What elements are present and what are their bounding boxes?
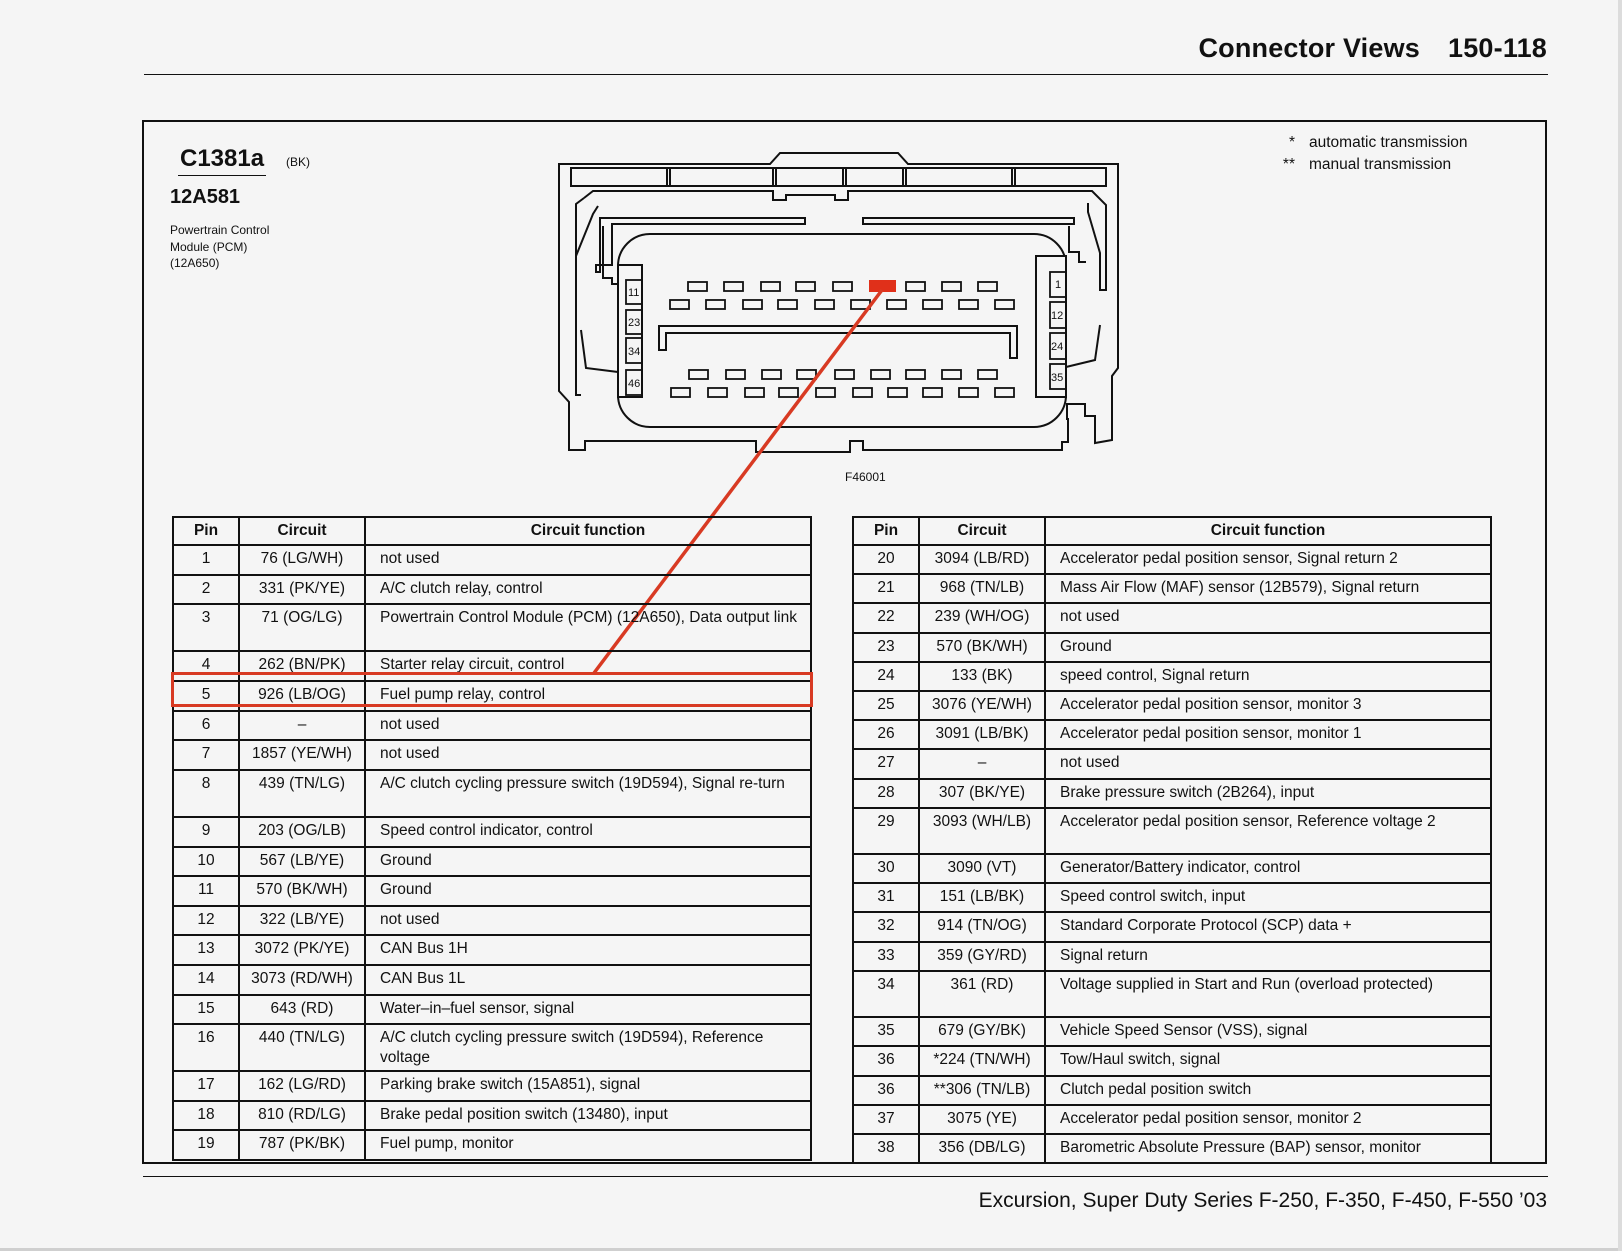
- function-cell: Ground: [365, 876, 811, 906]
- circuit-cell: 3091 (LB/BK): [919, 720, 1045, 749]
- table-row: [173, 740, 811, 770]
- circuit-cell: 307 (BK/YE): [919, 779, 1045, 808]
- table-row: [853, 691, 1491, 720]
- function-cell: Accelerator pedal position sensor, monitor 1: [1045, 720, 1491, 749]
- pin-cell: 30: [853, 854, 919, 883]
- table-row: [173, 847, 811, 877]
- function-cell: not used: [365, 711, 811, 741]
- pin-cell: 35: [853, 1017, 919, 1046]
- header-pin: Pin: [173, 517, 239, 545]
- circuit-cell: 643 (RD): [239, 995, 365, 1025]
- pin-cell: 10: [173, 847, 239, 877]
- pin-cell: 15: [173, 995, 239, 1025]
- circuit-cell: –: [919, 749, 1045, 778]
- pin-cell: 7: [173, 740, 239, 770]
- pin-cell: 33: [853, 942, 919, 971]
- footer-rule: [143, 1176, 1548, 1177]
- footer-vehicle: Excursion, Super Duty Series F-250, F-350, F-450, F-550 ’03: [978, 1189, 1547, 1212]
- pin-cell: 9: [173, 817, 239, 847]
- circuit-cell: 239 (WH/OG): [919, 603, 1045, 632]
- function-cell: Mass Air Flow (MAF) sensor (12B579), Signal return: [1045, 574, 1491, 603]
- circuit-cell: 570 (BK/WH): [239, 876, 365, 906]
- function-cell: A/C clutch cycling pressure switch (19D594), Signal re-turn: [365, 770, 811, 817]
- table-row: [853, 574, 1491, 603]
- function-cell: A/C clutch cycling pressure switch (19D594), Reference voltage: [365, 1024, 811, 1071]
- pin-cell: 11: [173, 876, 239, 906]
- table-row: [853, 854, 1491, 883]
- function-cell: not used: [365, 740, 811, 770]
- table-row: [173, 575, 811, 605]
- circuit-cell: 679 (GY/BK): [919, 1017, 1045, 1046]
- function-cell: Water–in–fuel sensor, signal: [365, 995, 811, 1025]
- pin-cell: 13: [173, 935, 239, 965]
- circuit-cell: 162 (LG/RD): [239, 1071, 365, 1101]
- page-right-edge: [1618, 0, 1622, 1251]
- pin-cell: 17: [173, 1071, 239, 1101]
- pin-cell: 1: [173, 545, 239, 575]
- legend-symbol: *: [1288, 134, 1295, 151]
- page-number: 150-118: [1448, 33, 1547, 63]
- circuit-cell: 3090 (VT): [919, 854, 1045, 883]
- table-row: [173, 604, 811, 651]
- part-number: 12A581: [170, 186, 241, 208]
- pin-cell: 8: [173, 770, 239, 817]
- pin-table-right: [852, 516, 1492, 1164]
- function-cell: Brake pressure switch (2B264), input: [1045, 779, 1491, 808]
- cavity-label-1: 1: [1055, 279, 1062, 291]
- circuit-cell: 914 (TN/OG): [919, 912, 1045, 941]
- circuit-cell: 3075 (YE): [919, 1105, 1045, 1134]
- table-header-row: [173, 517, 811, 545]
- function-cell: Powertrain Control Module (PCM) (12A650), Data output link: [365, 604, 811, 651]
- table-row: [853, 1105, 1491, 1134]
- circuit-cell: 361 (RD): [919, 971, 1045, 1017]
- circuit-cell: 968 (TN/LB): [919, 574, 1045, 603]
- cavity-label-46: 46: [628, 378, 641, 390]
- function-cell: Vehicle Speed Sensor (VSS), signal: [1045, 1017, 1491, 1046]
- pin-cell: 23: [853, 633, 919, 662]
- function-cell: A/C clutch relay, control: [365, 575, 811, 605]
- function-cell: not used: [365, 545, 811, 575]
- pin-cell: 6: [173, 711, 239, 741]
- circuit-cell: 3076 (YE/WH): [919, 691, 1045, 720]
- pin-cell: 36: [853, 1076, 919, 1105]
- table-row: [853, 942, 1491, 971]
- function-cell: Signal return: [1045, 942, 1491, 971]
- table-row: [173, 1071, 811, 1101]
- table-row: [853, 1134, 1491, 1163]
- header-function: Circuit function: [365, 517, 811, 545]
- table-row: [853, 603, 1491, 632]
- table-row: [173, 711, 811, 741]
- pin-cell: 4: [173, 651, 239, 681]
- table-row: [853, 749, 1491, 778]
- figure-id: F46001: [845, 470, 886, 484]
- pin-cell: 3: [173, 604, 239, 651]
- cavity-label-35: 35: [1051, 372, 1064, 384]
- table-row: [853, 779, 1491, 808]
- circuit-cell: 810 (RD/LG): [239, 1101, 365, 1131]
- function-cell: not used: [1045, 603, 1491, 632]
- function-cell: Ground: [1045, 633, 1491, 662]
- legend-text: automatic transmission: [1309, 134, 1468, 151]
- table-row: [853, 633, 1491, 662]
- circuit-cell: 356 (DB/LG): [919, 1134, 1045, 1163]
- pin-cell: 28: [853, 779, 919, 808]
- pin-cell: 36: [853, 1046, 919, 1075]
- circuit-cell: **306 (TN/LB): [919, 1076, 1045, 1105]
- function-cell: Speed control switch, input: [1045, 883, 1491, 912]
- table-row: [173, 817, 811, 847]
- circuit-cell: 440 (TN/LG): [239, 1024, 365, 1071]
- function-cell: Standard Corporate Protocol (SCP) data +: [1045, 912, 1491, 941]
- cavity-label-11: 11: [628, 287, 640, 299]
- circuit-cell: 787 (PK/BK): [239, 1130, 365, 1160]
- pin-cell: 16: [173, 1024, 239, 1071]
- function-cell: Brake pedal position switch (13480), input: [365, 1101, 811, 1131]
- circuit-cell: 76 (LG/WH): [239, 545, 365, 575]
- legend-symbol: **: [1282, 156, 1295, 173]
- description-line: Module (PCM): [170, 239, 248, 254]
- pin-cell: 12: [173, 906, 239, 936]
- header-function: Circuit function: [1045, 517, 1491, 545]
- function-cell: Voltage supplied in Start and Run (overload protected): [1045, 971, 1491, 1017]
- pin-cell: 26: [853, 720, 919, 749]
- table-row: [173, 876, 811, 906]
- table-row: [173, 965, 811, 995]
- table-row: [853, 971, 1491, 1017]
- pin-cell: 2: [173, 575, 239, 605]
- function-cell: Accelerator pedal position sensor, monitor 2: [1045, 1105, 1491, 1134]
- highlight-box-pin-5: [171, 672, 813, 707]
- connector-color: (BK): [286, 155, 310, 169]
- pin-cell: 19: [173, 1130, 239, 1160]
- pin-cell: 18: [173, 1101, 239, 1131]
- table-row: [853, 545, 1491, 574]
- function-cell: Accelerator pedal position sensor, Signal return 2: [1045, 545, 1491, 574]
- circuit-cell: 926 (LB/OG): [239, 681, 365, 711]
- function-cell: Clutch pedal position switch: [1045, 1076, 1491, 1105]
- table-row: [173, 770, 811, 817]
- function-cell: Accelerator pedal position sensor, Reference voltage 2: [1045, 808, 1491, 854]
- pin-table-left: [172, 516, 812, 1161]
- header-pin: Pin: [853, 517, 919, 545]
- section-title: Connector Views: [1198, 33, 1420, 63]
- table-row: [173, 935, 811, 965]
- circuit-cell: 203 (OG/LB): [239, 817, 365, 847]
- circuit-cell: 3073 (RD/WH): [239, 965, 365, 995]
- circuit-cell: 3072 (PK/YE): [239, 935, 365, 965]
- circuit-cell: 71 (OG/LG): [239, 604, 365, 651]
- table-row: [173, 906, 811, 936]
- table-row: [173, 1130, 811, 1160]
- legend-text: manual transmission: [1309, 156, 1452, 173]
- function-cell: Accelerator pedal position sensor, monitor 3: [1045, 691, 1491, 720]
- circuit-cell: 151 (LB/BK): [919, 883, 1045, 912]
- table-row: [853, 1046, 1491, 1075]
- table-row: [173, 995, 811, 1025]
- table-row: [173, 1101, 811, 1131]
- cavity-label-34: 34: [628, 346, 641, 358]
- pin-cell: 21: [853, 574, 919, 603]
- pin-cell: 38: [853, 1134, 919, 1163]
- description-line: (12A650): [170, 256, 220, 270]
- table-row: [173, 545, 811, 575]
- function-cell: Generator/Battery indicator, control: [1045, 854, 1491, 883]
- pin-cell: 34: [853, 971, 919, 1017]
- pin-cell: 14: [173, 965, 239, 995]
- function-cell: CAN Bus 1L: [365, 965, 811, 995]
- function-cell: Barometric Absolute Pressure (BAP) sensor, monitor: [1045, 1134, 1491, 1163]
- table-row: [853, 883, 1491, 912]
- header-circuit: Circuit: [919, 517, 1045, 545]
- description-line: Powertrain Control: [170, 223, 270, 237]
- pin-cell: 37: [853, 1105, 919, 1134]
- function-cell: Fuel pump relay, control: [365, 681, 811, 711]
- cavity-label-23: 23: [628, 317, 641, 329]
- function-cell: Speed control indicator, control: [365, 817, 811, 847]
- function-cell: speed control, Signal return: [1045, 662, 1491, 691]
- circuit-cell: 3093 (WH/LB): [919, 808, 1045, 854]
- circuit-cell: 570 (BK/WH): [919, 633, 1045, 662]
- left-table-body: [173, 545, 811, 1160]
- function-cell: not used: [1045, 749, 1491, 778]
- table-row: [173, 1024, 811, 1071]
- function-cell: Tow/Haul switch, signal: [1045, 1046, 1491, 1075]
- pin-cell: 32: [853, 912, 919, 941]
- circuit-cell: 262 (BN/PK): [239, 651, 365, 681]
- table-row: [853, 912, 1491, 941]
- circuit-cell: 3094 (LB/RD): [919, 545, 1045, 574]
- table-header-row: [853, 517, 1491, 545]
- table-row: [853, 1017, 1491, 1046]
- header-circuit: Circuit: [239, 517, 365, 545]
- circuit-cell: 331 (PK/YE): [239, 575, 365, 605]
- circuit-cell: 322 (LB/YE): [239, 906, 365, 936]
- circuit-cell: 133 (BK): [919, 662, 1045, 691]
- pin-cell: 5: [173, 681, 239, 711]
- pin-cell: 29: [853, 808, 919, 854]
- cavity-label-24: 24: [1051, 341, 1064, 353]
- table-row: [853, 720, 1491, 749]
- pin-cell: 25: [853, 691, 919, 720]
- function-cell: CAN Bus 1H: [365, 935, 811, 965]
- right-table-body: [853, 545, 1491, 1163]
- circuit-cell: *224 (TN/WH): [919, 1046, 1045, 1075]
- circuit-cell: 1857 (YE/WH): [239, 740, 365, 770]
- cavity-label-12: 12: [1051, 310, 1064, 322]
- function-cell: Ground: [365, 847, 811, 877]
- pin-cell: 24: [853, 662, 919, 691]
- table-row: [853, 1076, 1491, 1105]
- pin-cell: 31: [853, 883, 919, 912]
- table-row: [853, 808, 1491, 854]
- function-cell: Starter relay circuit, control: [365, 651, 811, 681]
- circuit-cell: 439 (TN/LG): [239, 770, 365, 817]
- circuit-cell: –: [239, 711, 365, 741]
- function-cell: not used: [365, 906, 811, 936]
- pin-cell: 27: [853, 749, 919, 778]
- table-row: [853, 662, 1491, 691]
- pin-cell: 22: [853, 603, 919, 632]
- connector-id: C1381a: [178, 145, 266, 176]
- circuit-cell: 567 (LB/YE): [239, 847, 365, 877]
- highlighted-pin: [869, 280, 896, 292]
- circuit-cell: 359 (GY/RD): [919, 942, 1045, 971]
- pin-cell: 20: [853, 545, 919, 574]
- function-cell: Fuel pump, monitor: [365, 1130, 811, 1160]
- function-cell: Parking brake switch (15A851), signal: [365, 1071, 811, 1101]
